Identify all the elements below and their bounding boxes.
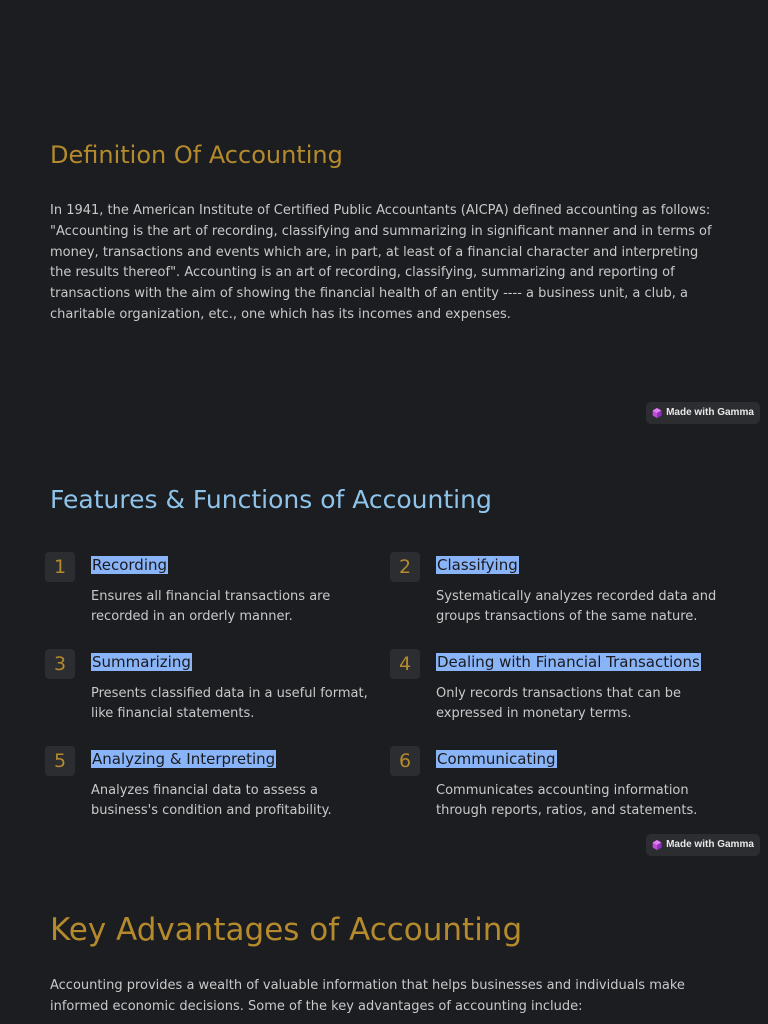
feature-title <box>91 749 276 769</box>
definition-body: In 1941, the American Institute of Certified Public Accountants (AICPA) defined accounting as follows: "Accounting is the art of recording, classifying and summarizing in significant manner and in terms of money, transactions and events which are, in part, at least of a financial character and interpreting the results thereof". Accounting is an art of recording, classifying, summarizing and reporting of transactions with the aim of showing the financial health of an entity ---- a business unit, a club, a charitable organization, etc., one which has its incomes and expenses. <box>50 203 712 322</box>
feature-description: Only records transactions that can be expressed in monetary terms. <box>436 686 681 721</box>
feature-title <box>436 555 519 575</box>
definition-section <box>50 138 718 326</box>
made-with-gamma-badge[interactable] <box>646 402 760 424</box>
feature-number: 1 <box>45 552 75 582</box>
feature-description: Communicates accounting information through reports, ratios, and statements. <box>436 783 698 818</box>
feature-description: Ensures all financial transactions are recorded in an orderly manner. <box>91 589 331 624</box>
feature-number: 6 <box>390 746 420 776</box>
feature-description: Analyzes financial data to assess a business's condition and profitability. <box>91 783 332 818</box>
feature-description: Systematically analyzes recorded data and groups transactions of the same nature. <box>436 589 717 624</box>
feature-description: Presents classified data in a useful format, like financial statements. <box>91 686 368 721</box>
feature-number: 4 <box>390 649 420 679</box>
feature-number: 5 <box>45 746 75 776</box>
badge-label: Made with Gamma <box>666 839 754 850</box>
feature-number: 2 <box>390 552 420 582</box>
feature-title-text: Classifying <box>437 556 518 574</box>
feature-title <box>91 652 192 672</box>
feature-title <box>436 749 557 769</box>
advantages-body: Accounting provides a wealth of valuable information that helps businesses and individuals make informed economic decisions. Some of the key advantages of accounting include: <box>50 978 685 1014</box>
gamma-logo-icon <box>652 840 662 850</box>
badge-label: Made with Gamma <box>666 407 754 418</box>
feature-title-text: Analyzing & Interpreting <box>92 750 276 768</box>
definition-title: Definition Of Accounting <box>50 141 343 169</box>
feature-title-text: Communicating <box>437 750 556 768</box>
feature-title <box>91 555 168 575</box>
feature-title <box>436 652 701 672</box>
feature-title-text: Recording <box>92 556 168 574</box>
made-with-gamma-badge[interactable] <box>646 834 760 856</box>
features-title: Features & Functions of Accounting <box>50 485 492 514</box>
feature-number: 3 <box>45 649 75 679</box>
advantages-title: Key Advantages of Accounting <box>50 912 523 948</box>
gamma-logo-icon <box>652 408 662 418</box>
feature-title-text: Dealing with Financial Transactions <box>437 653 700 671</box>
feature-title-text: Summarizing <box>92 653 191 671</box>
